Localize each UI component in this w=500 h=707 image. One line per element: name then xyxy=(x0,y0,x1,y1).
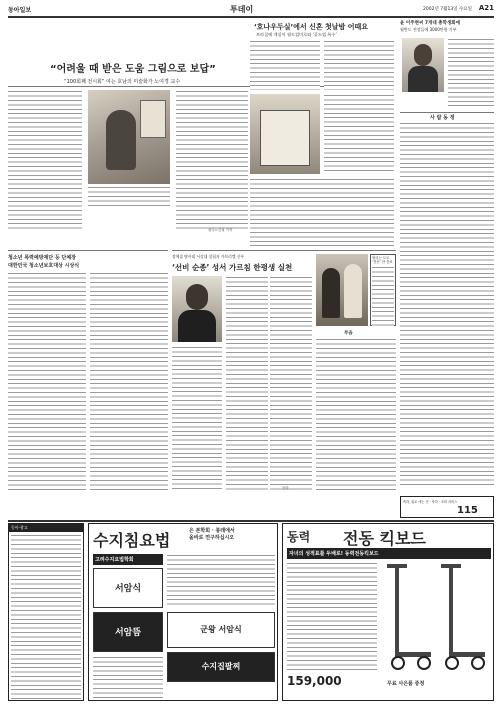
lead-body-2 xyxy=(176,90,248,230)
people-body xyxy=(400,122,494,488)
book-3 xyxy=(167,612,275,648)
people-title: 사 람 동 정 xyxy=(430,115,455,121)
youth-body-2 xyxy=(90,272,168,492)
book-2 xyxy=(93,612,163,652)
couple-photo-person-b xyxy=(344,264,362,318)
book-4-title: 수지집팔찌 xyxy=(201,662,241,671)
profile-subhead: 월반드 전장들에 3000만원 기부 xyxy=(400,27,457,32)
promo-number: 115 xyxy=(457,505,478,516)
kickboard-product: 전동 킥보드 xyxy=(343,529,426,548)
scooter-1-wheel-back xyxy=(417,656,431,670)
kickboard-tag: 자녀의 성적표를 두배로! 동력전동킥보드 xyxy=(287,548,491,559)
small-box xyxy=(370,254,396,326)
sujichim-title: 수지침요법 xyxy=(93,531,171,550)
section-title: 투데이 xyxy=(230,5,254,14)
book-photo-body xyxy=(178,310,216,342)
book-body-3 xyxy=(172,346,222,490)
ad-section-rule xyxy=(8,520,494,522)
book-photo xyxy=(172,276,222,342)
lead-body-1 xyxy=(8,90,82,230)
promo-bar xyxy=(400,496,494,518)
classified-column xyxy=(8,523,84,701)
small-box-title: 원리는 도도 ‘전선’ 잔 음료 xyxy=(372,256,393,265)
youth-body-1 xyxy=(8,272,86,492)
jazz-subhead: 브라질에 객실이 월드컵미로와 ‘골드업 특수’ xyxy=(256,32,337,37)
jazz-body-2 xyxy=(324,40,394,90)
scooter-2-stem xyxy=(449,564,453,654)
kickboard-ad xyxy=(282,523,494,701)
profile-photo-body xyxy=(408,66,438,92)
date: 2002년 7월13일 수요일 xyxy=(423,7,472,12)
scooter-1-stem xyxy=(395,564,399,654)
book-divider xyxy=(172,250,396,251)
lead-photo-canvas xyxy=(140,100,166,138)
masthead-rule xyxy=(8,16,494,18)
profile-photo xyxy=(402,38,444,92)
book-body-1 xyxy=(226,276,268,490)
paper-name: 동아일보 xyxy=(8,7,32,14)
sujichim-society: 고려수지요법학회 xyxy=(93,554,163,565)
lead-byline: 광주=김권 기자 xyxy=(208,228,233,232)
youth-divider xyxy=(8,250,168,251)
page-number: A21 xyxy=(478,4,494,12)
lead-headline: “어려울 때 받은 도움 그림으로 보답” xyxy=(50,64,216,75)
small-box-body xyxy=(372,266,394,326)
youth-story xyxy=(8,254,168,494)
kickboard-scooter-1 xyxy=(387,564,433,674)
kickboard-body xyxy=(287,562,377,672)
sujichim-ad xyxy=(88,523,278,701)
book-headline: ‘선비 순종’ 성서 가르침 한평생 실천 xyxy=(172,263,293,272)
kickboard-call: 무료 사은품 증정 xyxy=(387,681,425,687)
sujichim-body-2 xyxy=(93,656,163,698)
classified-label: 동아·광고 xyxy=(9,524,83,532)
lead-photo-figure xyxy=(106,110,136,170)
jazz-story xyxy=(250,20,396,248)
book-2-title: 서암뜸 xyxy=(114,628,142,638)
book-3-title: 군왕 서암식 xyxy=(200,625,242,634)
people-column xyxy=(400,114,494,494)
couple-photo-person-a xyxy=(322,268,340,318)
profile-photo-head xyxy=(414,44,432,66)
profile-box xyxy=(400,20,494,110)
couple-photo-block xyxy=(316,254,396,494)
book-photo-head xyxy=(186,284,208,310)
book-byline: 동아 xyxy=(282,486,289,490)
scooter-1-bar xyxy=(387,564,407,568)
lead-photo-caption xyxy=(88,186,170,208)
classified-listings xyxy=(11,534,81,700)
youth-headline: 청소년 폭력예방재단 등 단체장 xyxy=(8,255,77,261)
sujichim-body-1 xyxy=(167,554,275,608)
scooter-1-wheel-front xyxy=(391,656,405,670)
jazz-body-4 xyxy=(250,178,394,246)
jazz-body-3 xyxy=(324,94,394,174)
book-story xyxy=(172,254,312,494)
profile-divider xyxy=(400,112,494,113)
profile-headline: 윤 이주현씨 7개대 총학생회에 xyxy=(400,21,460,26)
kickboard-price: 159,000 xyxy=(287,674,342,688)
scooter-2-wheel-back xyxy=(471,656,485,670)
scooter-2-bar xyxy=(441,564,461,568)
book-4 xyxy=(167,652,275,682)
scooter-2-wheel-front xyxy=(445,656,459,670)
obit-body xyxy=(316,338,396,490)
jazz-photo xyxy=(250,94,320,174)
lead-photo xyxy=(88,90,170,184)
lead-story xyxy=(8,20,248,248)
jazz-photo-building xyxy=(260,110,310,166)
lead-subhead: “100회째 전시회” 여는 호남의 미술화가 노여경 교수 xyxy=(64,79,181,85)
profile-body xyxy=(448,38,494,108)
book-1 xyxy=(93,568,163,608)
book-kicker: 장예술 탐사대 서강대 설립자 가브리엘 신부 xyxy=(172,254,245,259)
promo-text: 축하, 위로 에는 전 · 축하 · 조화 서비스 xyxy=(403,500,458,504)
couple-photo xyxy=(316,254,368,326)
kickboard-brand: 동력 xyxy=(287,530,311,544)
kickboard-scooter-2 xyxy=(441,564,487,674)
youth-subhead: 대한민국 청소년보호대상 시상식 xyxy=(8,263,80,269)
obit-title: 부음 xyxy=(344,331,353,336)
masthead xyxy=(8,4,494,16)
sujichim-tag: 은 본학회 · 봉래에서 올바로 연구하십시오 xyxy=(189,528,235,541)
jazz-body-1 xyxy=(250,40,320,90)
jazz-headline: ‘호나우두실’에서 신혼 첫날밤 어때요 xyxy=(254,23,369,31)
book-1-title: 서암식 xyxy=(114,584,142,594)
book-body-2 xyxy=(270,276,312,490)
